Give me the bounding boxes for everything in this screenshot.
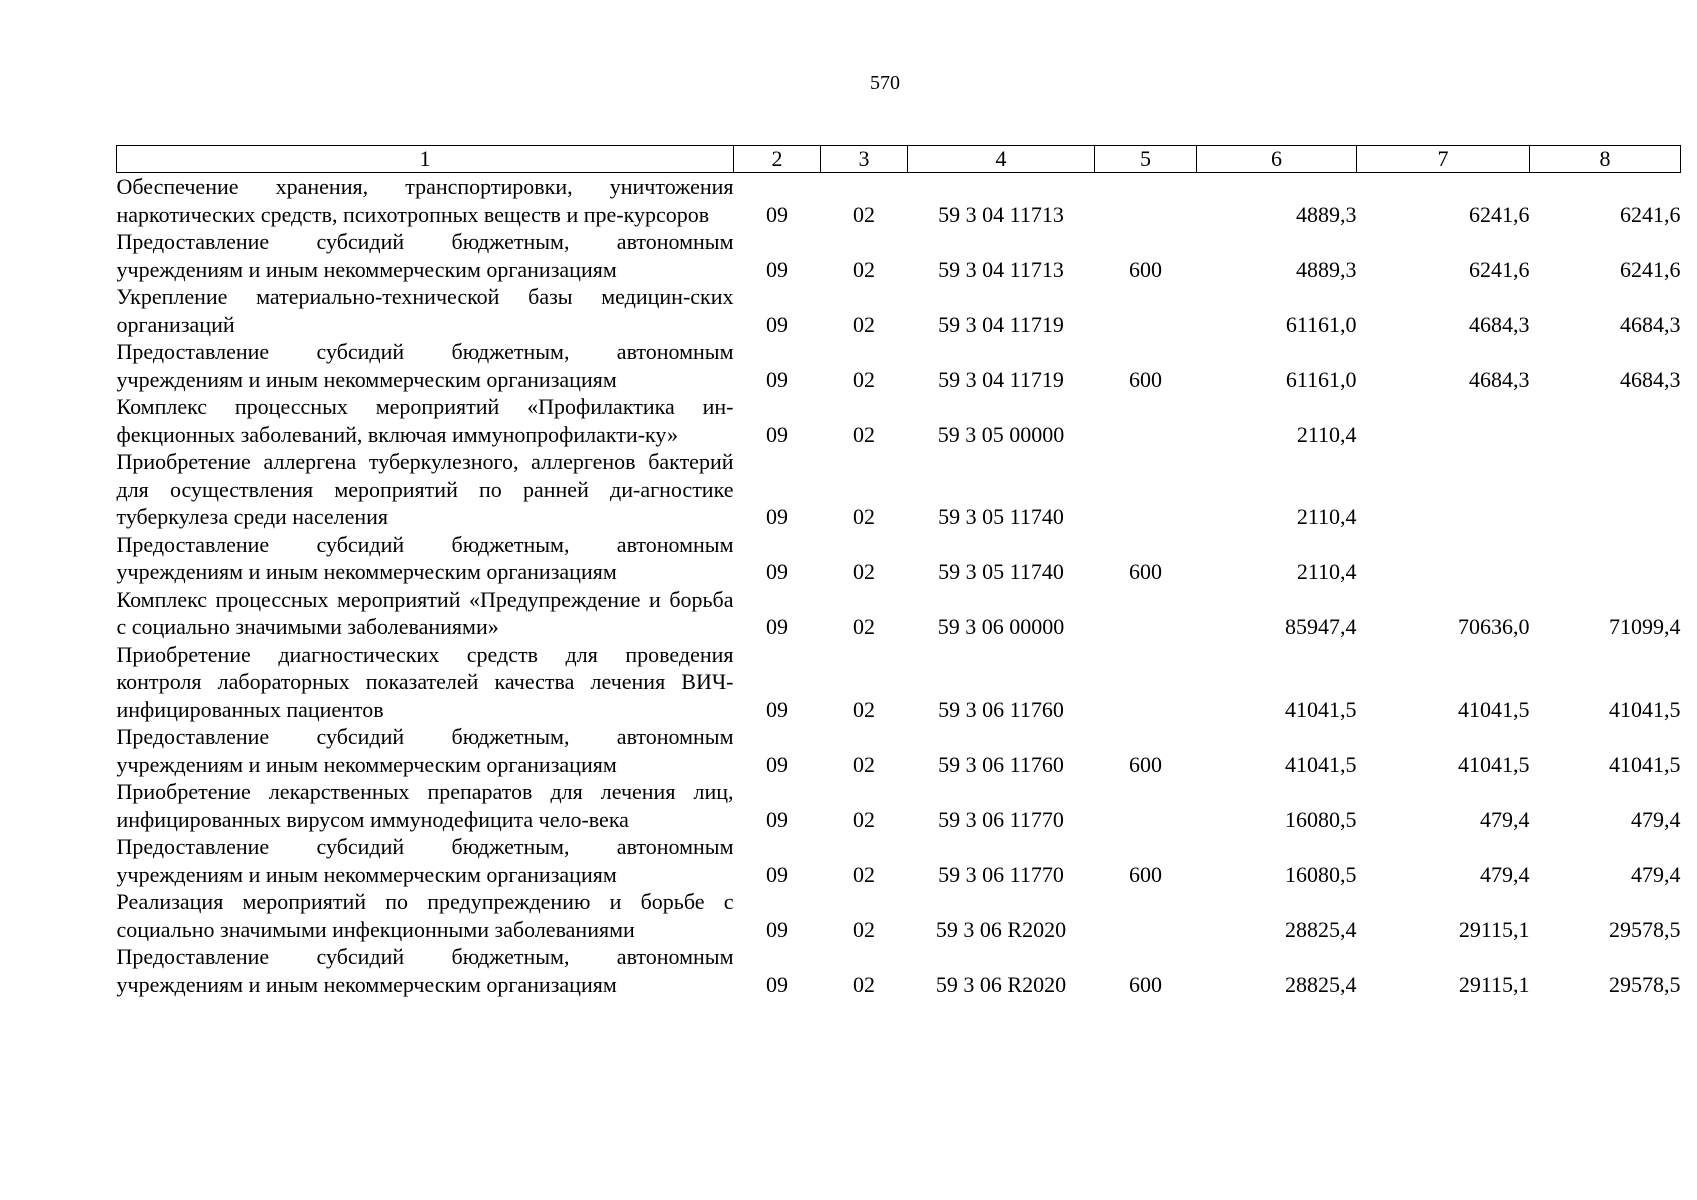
cell-name: Предоставление субсидий бюджетным, автономным учреждениям и иным некоммерческим организациям [116, 724, 734, 777]
column-header: 2 [734, 146, 821, 173]
table-row [117, 641, 1681, 724]
cell-amount-8: 41041,5 [1609, 696, 1681, 722]
table-row [117, 888, 1681, 943]
cell-expense-type [1095, 393, 1197, 448]
cell-subsection: 02 [853, 201, 875, 227]
table-row [117, 723, 1681, 778]
cell-target-code: 59 3 04 11719 [938, 311, 1064, 337]
cell-expense-type: 600 [1129, 751, 1162, 777]
table-header-row [117, 146, 1681, 173]
cell-amount-8: 6241,6 [1620, 256, 1681, 282]
cell-subsection: 02 [853, 366, 875, 392]
cell-amount-6: 4889,3 [1296, 256, 1357, 282]
table-row [117, 283, 1681, 338]
cell-amount-6: 2110,4 [1296, 421, 1357, 447]
cell-amount-6: 4889,3 [1296, 201, 1357, 227]
cell-name: Реализация мероприятий по предупреждению и борьбе с социально значимыми инфекционными заболеваниями [116, 889, 734, 942]
cell-target-code: 59 3 06 11770 [938, 861, 1064, 887]
column-header: 1 [117, 146, 734, 173]
cell-target-code: 59 3 04 11719 [938, 366, 1064, 392]
cell-amount-8: 4684,3 [1620, 366, 1681, 392]
cell-amount-8: 479,4 [1631, 806, 1681, 832]
cell-subsection: 02 [853, 751, 875, 777]
column-header: 8 [1530, 146, 1681, 173]
cell-expense-type: 600 [1129, 366, 1162, 392]
cell-subsection: 02 [853, 806, 875, 832]
cell-section: 09 [766, 971, 788, 997]
cell-subsection: 02 [853, 559, 875, 584]
cell-name: Приобретение лекарственных препаратов для лечения лиц, инфицированных вирусом иммунодефицита чело-века [116, 779, 734, 832]
cell-amount-8: 29578,5 [1609, 971, 1681, 997]
cell-target-code: 59 3 06 11760 [938, 751, 1064, 777]
cell-section: 09 [766, 751, 788, 777]
cell-amount-6: 41041,5 [1285, 696, 1357, 722]
cell-amount-8: 4684,3 [1620, 311, 1681, 337]
table-row [117, 228, 1681, 283]
cell-expense-type [1095, 283, 1197, 338]
cell-expense-type [1095, 586, 1197, 641]
table-row [117, 531, 1681, 586]
table-row [117, 778, 1681, 833]
column-header: 6 [1197, 146, 1357, 173]
cell-amount-8: 41041,5 [1609, 751, 1681, 777]
cell-expense-type [1095, 888, 1197, 943]
cell-amount-8: 71099,4 [1609, 614, 1681, 639]
cell-amount-7 [1357, 448, 1530, 531]
cell-target-code: 59 3 04 11713 [938, 201, 1064, 227]
cell-amount-7 [1357, 531, 1530, 586]
cell-amount-7 [1357, 393, 1530, 448]
cell-amount-7: 41041,5 [1458, 751, 1530, 777]
cell-subsection: 02 [853, 971, 875, 997]
cell-name: Приобретение аллергена туберкулезного, аллергенов бактерий для осуществления мероприятий по ранней ди-агностике туберкулеза среди населения [116, 449, 734, 529]
cell-subsection: 02 [853, 614, 875, 639]
cell-amount-7: 4684,3 [1469, 366, 1530, 392]
cell-subsection: 02 [853, 916, 875, 942]
cell-amount-7: 479,4 [1480, 861, 1530, 887]
cell-amount-7: 6241,6 [1469, 201, 1530, 227]
cell-amount-7: 4684,3 [1469, 311, 1530, 337]
cell-target-code: 59 3 05 11740 [938, 559, 1064, 584]
cell-amount-6: 28825,4 [1285, 916, 1357, 942]
cell-target-code: 59 3 04 11713 [938, 256, 1064, 282]
table-row [117, 943, 1681, 998]
cell-target-code: 59 3 06 00000 [937, 614, 1065, 639]
cell-amount-8: 6241,6 [1620, 201, 1681, 227]
cell-amount-6: 41041,5 [1285, 751, 1357, 777]
cell-name: Комплекс процессных мероприятий «Профилактика ин-фекционных заболеваний, включая иммунопрофилакти-ку» [116, 394, 734, 447]
cell-amount-6: 16080,5 [1285, 861, 1357, 887]
table-row [117, 338, 1681, 393]
cell-target-code: 59 3 06 R2020 [935, 916, 1067, 942]
column-header: 5 [1095, 146, 1197, 173]
cell-amount-7: 6241,6 [1469, 256, 1530, 282]
cell-target-code: 59 3 06 11760 [938, 696, 1064, 722]
cell-subsection: 02 [853, 861, 875, 887]
cell-amount-6: 28825,4 [1285, 971, 1357, 997]
cell-section: 09 [766, 806, 788, 832]
cell-expense-type: 600 [1129, 256, 1162, 282]
cell-amount-7: 29115,1 [1458, 916, 1530, 942]
cell-amount-8: 29578,5 [1609, 916, 1681, 942]
cell-section: 09 [766, 504, 788, 529]
cell-amount-6: 61161,0 [1285, 311, 1357, 337]
page-number: 570 [870, 72, 900, 94]
cell-section: 09 [766, 861, 788, 887]
table-row [117, 393, 1681, 448]
table-row [117, 448, 1681, 531]
cell-name: Предоставление субсидий бюджетным, автономным учреждениям и иным некоммерческим организациям [116, 229, 734, 282]
cell-amount-8: 479,4 [1631, 861, 1681, 887]
cell-name: Предоставление субсидий бюджетным, автономным учреждениям и иным некоммерческим организациям [116, 531, 734, 584]
cell-name: Приобретение диагностических средств для проведения контроля лабораторных показателей качества лечения ВИЧ-инфицированных пациентов [116, 641, 734, 722]
cell-amount-8 [1530, 531, 1681, 586]
cell-section: 09 [766, 256, 788, 282]
cell-amount-6: 61161,0 [1285, 366, 1357, 392]
cell-subsection: 02 [853, 696, 875, 722]
cell-target-code: 59 3 05 00000 [937, 421, 1065, 447]
cell-section: 09 [766, 201, 788, 227]
budget-table [116, 145, 1681, 998]
cell-name: Обеспечение хранения, транспортировки, уничтожения наркотических средств, психотропных веществ и пре-курсоров [116, 174, 734, 227]
cell-amount-8 [1530, 448, 1681, 531]
cell-amount-7: 479,4 [1480, 806, 1530, 832]
table-row [117, 833, 1681, 888]
cell-expense-type [1095, 641, 1197, 724]
column-header: 4 [908, 146, 1095, 173]
cell-section: 09 [766, 559, 788, 584]
cell-amount-7: 29115,1 [1458, 971, 1530, 997]
cell-expense-type [1095, 173, 1197, 229]
cell-amount-6: 85947,4 [1285, 614, 1357, 639]
cell-section: 09 [766, 696, 788, 722]
cell-section: 09 [766, 311, 788, 337]
cell-expense-type: 600 [1129, 559, 1162, 584]
cell-amount-7: 41041,5 [1458, 696, 1530, 722]
cell-name: Предоставление субсидий бюджетным, автономным учреждениям и иным некоммерческим организациям [116, 339, 734, 392]
cell-expense-type [1095, 448, 1197, 531]
cell-amount-6: 2110,4 [1296, 504, 1357, 529]
column-header: 7 [1357, 146, 1530, 173]
cell-amount-7: 70636,0 [1458, 614, 1530, 639]
cell-amount-6: 2110,4 [1296, 559, 1357, 584]
cell-name: Комплекс процессных мероприятий «Предупреждение и борьба с социально значимыми заболеваниями» [116, 586, 734, 639]
cell-subsection: 02 [853, 256, 875, 282]
cell-expense-type [1095, 778, 1197, 833]
cell-target-code: 59 3 06 11770 [938, 806, 1064, 832]
cell-name: Укрепление материально-технической базы медицин-ских организаций [116, 284, 734, 337]
cell-amount-6: 16080,5 [1285, 806, 1357, 832]
cell-section: 09 [766, 916, 788, 942]
cell-amount-8 [1530, 393, 1681, 448]
cell-target-code: 59 3 06 R2020 [935, 971, 1067, 997]
cell-subsection: 02 [853, 421, 875, 447]
cell-section: 09 [766, 421, 788, 447]
table-row [117, 173, 1681, 229]
column-header: 3 [821, 146, 908, 173]
cell-name: Предоставление субсидий бюджетным, автономным учреждениям и иным некоммерческим организациям [116, 834, 734, 887]
cell-expense-type: 600 [1129, 861, 1162, 887]
cell-subsection: 02 [853, 311, 875, 337]
cell-name: Предоставление субсидий бюджетным, автономным учреждениям и иным некоммерческим организациям [116, 944, 734, 997]
cell-expense-type: 600 [1129, 971, 1162, 997]
cell-target-code: 59 3 05 11740 [938, 504, 1064, 529]
cell-section: 09 [766, 614, 788, 639]
cell-section: 09 [766, 366, 788, 392]
cell-subsection: 02 [853, 504, 875, 529]
table-row [117, 586, 1681, 641]
